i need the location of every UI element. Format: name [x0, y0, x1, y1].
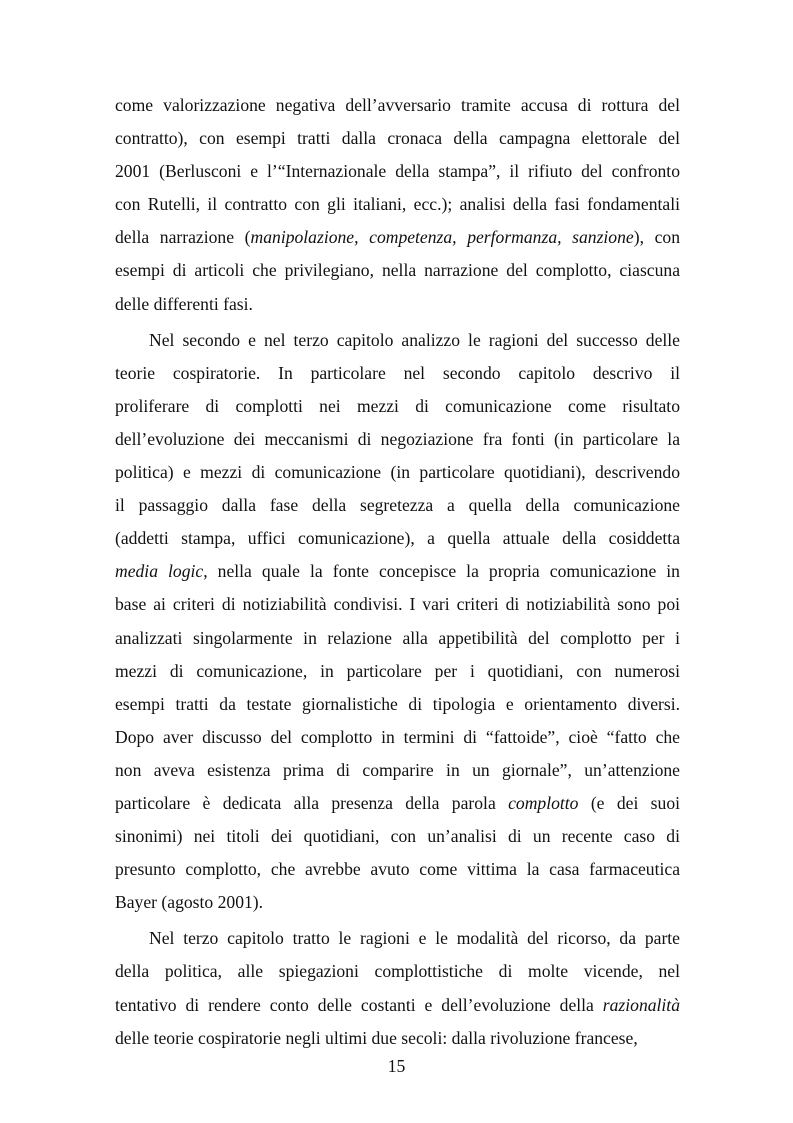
text-run: particolare è dedicata alla presenza della parola — [115, 792, 509, 813]
text-line — [115, 456, 680, 489]
text-run: esempi tratti da testate giornalistiche di tipologia e orientamento diversi. — [115, 693, 680, 714]
text-line — [115, 955, 680, 988]
text-run: presunto complotto, che avrebbe avuto come vittima la casa farmaceutica — [115, 859, 680, 880]
text-line — [115, 721, 680, 754]
text-line — [115, 489, 680, 522]
text-run: Dopo aver discusso del complotto in termini di “fattoide”, cioè “fatto che — [115, 726, 680, 747]
text-line — [115, 588, 680, 621]
text-line — [115, 754, 680, 787]
text-line — [115, 221, 680, 254]
text-line — [115, 423, 680, 456]
page-number: 15 — [387, 1056, 406, 1076]
text-run: dell’evoluzione dei meccanismi di negoziazione fra fonti (in particolare la — [115, 428, 680, 449]
text-line — [115, 188, 680, 221]
text-run: base ai criteri di notiziabilità condivisi. I vari criteri di notiziabilità sono poi — [115, 594, 680, 615]
text-line — [115, 357, 680, 390]
text-run: , nella quale la fonte concepisce la propria comunicazione in — [203, 561, 680, 582]
text-line — [115, 122, 680, 155]
text-line — [115, 922, 680, 955]
text-run: delle teorie cospiratorie negli ultimi due secoli: dalla rivoluzione francese, — [115, 1027, 638, 1048]
text-line — [115, 89, 680, 122]
paragraph — [115, 89, 680, 321]
text-run: proliferare di complotti nei mezzi di comunicazione come risultato — [115, 395, 680, 416]
body-text — [115, 89, 680, 1055]
text-run: contratto), con esempi tratti dalla cronaca della campagna elettorale del — [115, 128, 680, 149]
text-line — [115, 1022, 680, 1055]
paragraph — [115, 922, 680, 1054]
text-run: con Rutelli, il contratto con gli italiani, ecc.); analisi della fasi fondamentali — [115, 194, 680, 215]
text-line — [115, 254, 680, 287]
text-run: Nel terzo capitolo tratto le ragioni e le modalità del ricorso, da parte — [149, 928, 680, 949]
text-line — [115, 655, 680, 688]
text-run: politica) e mezzi di comunicazione (in particolare quotidiani), descrivendo — [115, 462, 680, 483]
text-run: della politica, alle spiegazioni complottistiche di molte vicende, nel — [115, 961, 680, 982]
text-run: analizzati singolarmente in relazione alla appetibilità del complotto per i — [115, 627, 680, 648]
text-run: Bayer (agosto 2001). — [115, 892, 264, 913]
text-run: il passaggio dalla fase della segretezza a quella della comunicazione — [115, 495, 680, 516]
text-line — [115, 522, 680, 555]
text-run: teorie cospiratorie. In particolare nel secondo capitolo descrivo il — [115, 362, 680, 383]
text-line — [115, 688, 680, 721]
text-line — [115, 555, 680, 588]
text-line — [115, 288, 680, 321]
text-line — [115, 787, 680, 820]
text-line — [115, 886, 680, 919]
text-run: (e dei suoi — [578, 792, 681, 813]
paragraph — [115, 324, 680, 920]
text-line — [115, 155, 680, 188]
text-run: Nel secondo e nel terzo capitolo analizzo le ragioni del successo delle — [149, 329, 680, 350]
text-run: della narrazione ( — [115, 227, 251, 248]
italic-text: manipolazione, competenza, performanza, sanzione — [250, 227, 634, 248]
text-line — [115, 622, 680, 655]
text-run: (addetti stampa, uffici comunicazione), a quella attuale della cosiddetta — [115, 528, 680, 549]
italic-text: media logic — [115, 561, 204, 582]
text-line — [115, 820, 680, 853]
text-run: come valorizzazione negativa dell’avversario tramite accusa di rottura del — [115, 95, 680, 115]
text-run: delle differenti fasi. — [115, 293, 253, 314]
text-line — [115, 853, 680, 886]
text-line — [115, 989, 680, 1022]
text-run: non aveva esistenza prima di comparire in un giornale”, un’attenzione — [115, 759, 680, 780]
text-run: mezzi di comunicazione, in particolare per i quotidiani, con numerosi — [115, 660, 680, 681]
text-run: 2001 (Berlusconi e l’“Internazionale della stampa”, il rifiuto del confronto — [115, 161, 680, 182]
text-run: sinonimi) nei titoli dei quotidiani, con un’analisi di un recente caso di — [115, 826, 680, 847]
text-run: tentativo di rendere conto delle costanti e dell’evoluzione della — [115, 994, 603, 1015]
text-run: ), con — [633, 227, 680, 248]
text-run: esempi di articoli che privilegiano, nella narrazione del complotto, ciascuna — [115, 260, 680, 281]
italic-text: razionalità — [602, 994, 680, 1015]
italic-text: complotto — [508, 792, 579, 813]
text-line — [115, 390, 680, 423]
text-line — [115, 324, 680, 357]
